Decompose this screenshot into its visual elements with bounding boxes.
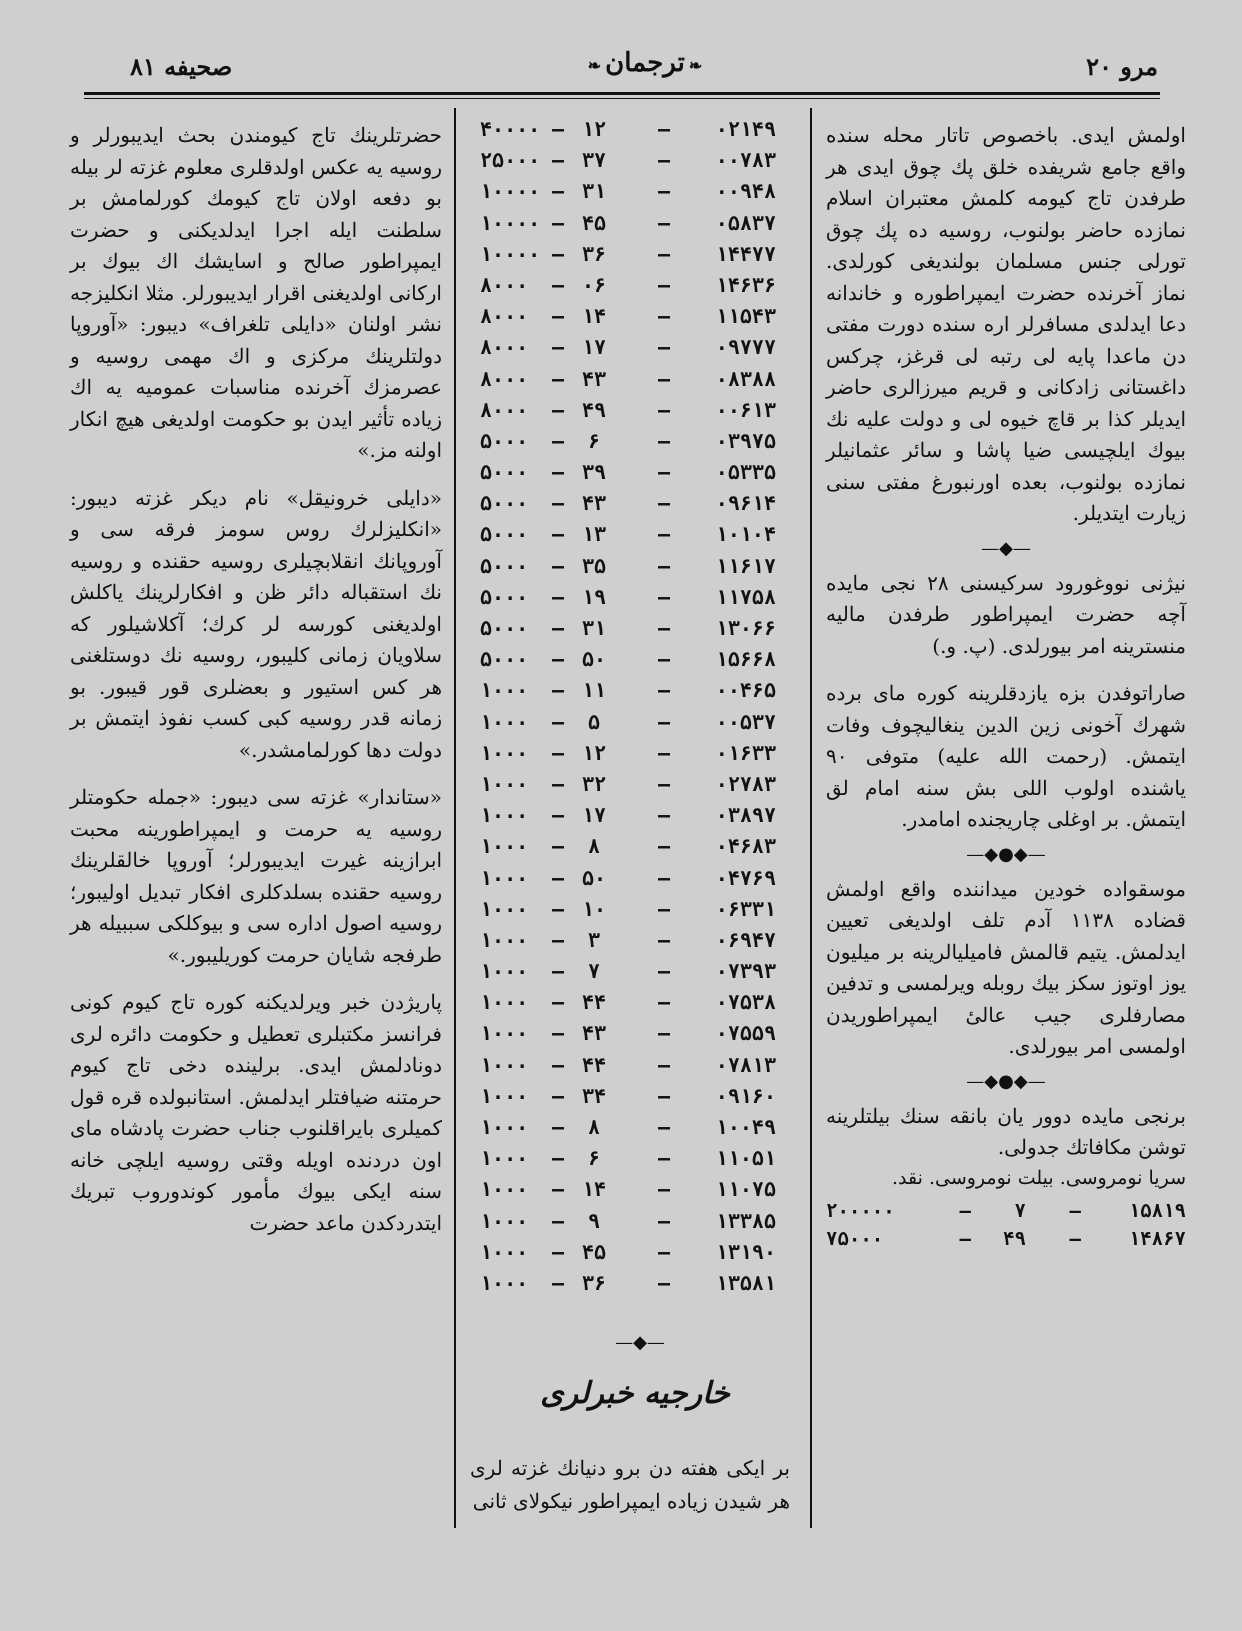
table-row: [470, 1240, 800, 1271]
dash: —: [551, 678, 564, 703]
dash: —: [551, 1083, 564, 1108]
dash: —: [959, 1199, 971, 1222]
table-row: [470, 367, 800, 398]
dash: —: [657, 335, 670, 360]
table-row: [470, 522, 800, 553]
dash: —: [551, 460, 564, 485]
series-number: ۱۹: [581, 584, 607, 609]
series-number: ۱۷: [581, 803, 607, 828]
table-row: [470, 741, 800, 772]
series-number: ۳۷: [581, 148, 607, 173]
ticket-number: ۰۷۸۱۳: [715, 1052, 776, 1077]
ticket-number: ۱۳۱۹۰: [715, 1239, 776, 1264]
dash: —: [657, 959, 670, 984]
section-separator: —◆●◆—: [966, 843, 1046, 865]
table-row: [470, 585, 800, 616]
ticket-number: ۰۳۹۷۵: [715, 428, 776, 453]
ticket-number: ۱۳۳۸۵: [715, 1208, 776, 1233]
dash: —: [551, 335, 564, 360]
series-number: ۷: [587, 959, 601, 984]
table-row: [470, 148, 800, 179]
prize-amount: ۸۰۰۰: [480, 397, 529, 422]
dash: —: [657, 428, 670, 453]
dash: —: [959, 1227, 971, 1250]
table-row: [470, 460, 800, 491]
series-number: ۳۶: [581, 241, 607, 266]
dash: —: [657, 834, 670, 859]
dash: —: [551, 1208, 564, 1233]
header-title: ترجمان: [605, 48, 685, 78]
table-row: [470, 429, 800, 460]
dash: —: [657, 241, 670, 266]
prize-amount: ۵۰۰۰: [480, 522, 529, 547]
series-number: ۶: [587, 1146, 601, 1171]
spacer: [70, 766, 442, 782]
series-number: ۸: [587, 834, 601, 859]
spacer: [70, 971, 442, 987]
ticket-number: ۰۰۵۳۷: [715, 709, 776, 734]
table-row: [826, 1196, 1186, 1224]
series-number: ۷: [1014, 1199, 1026, 1222]
series-number: ۳۲: [581, 771, 607, 796]
dash: —: [657, 1177, 670, 1202]
prize-amount: ۱۰۰۰: [480, 1052, 529, 1077]
prize-amount: ۱۰۰۰: [480, 927, 529, 952]
prize-amount: ۵۰۰۰: [480, 647, 529, 672]
prize-amount: ۸۰۰۰: [480, 272, 529, 297]
ticket-number: ۰۹۷۷۷: [715, 335, 776, 360]
series-number: ۰۶: [581, 272, 607, 297]
series-number: ۴۴: [581, 1052, 607, 1077]
prize-amount: ۱۰۰۰: [480, 1177, 529, 1202]
series-number: ۶: [587, 428, 601, 453]
ticket-number: ۱۱۶۱۷: [715, 553, 776, 578]
table-row: [470, 990, 800, 1021]
series-number: ۱۴: [581, 1177, 607, 1202]
table-row: [470, 897, 800, 928]
dash: —: [657, 366, 670, 391]
ticket-number: ۰۲۷۸۳: [715, 771, 776, 796]
ticket-number: ۰۴۷۶۹: [715, 865, 776, 890]
article-paragraph: بر ایکی هفته دن برو دنیانك غزته لری هر شیدن زیاده ایمپراطور نیکولای ثانی: [470, 1456, 790, 1513]
prize-amount: ۱۰۰۰: [480, 803, 529, 828]
dash: —: [551, 1115, 564, 1139]
article-paragraph: موسقواده خودین میداننده واقع اولمش قضاده ۱۱۳۸ آدم تلف اولدیغی تعیین ایدلمش. یتیم قالمش فامیلیالرینه بر میلیون یوز اوتوز سکز بیك روبله ویرلمسی و تدفین مصارفلری جیب عالیٔ ایمپراطوریدن اولمسی امر بیورلدی.: [826, 876, 1186, 1058]
dash: —: [551, 210, 564, 235]
dash: —: [551, 709, 564, 734]
series-number: ۳۱: [581, 616, 607, 640]
table-row: [470, 1209, 800, 1240]
prize-amount: ۵۰۰۰: [480, 553, 529, 578]
prize-amount: ۵۰۰۰: [480, 616, 529, 640]
series-number: ۴۳: [581, 366, 607, 391]
series-number: ۳۴: [581, 1083, 607, 1108]
prize-amount: ۸۰۰۰: [480, 335, 529, 360]
header-masthead: [570, 48, 720, 78]
series-number: ۳۶: [581, 1270, 607, 1295]
article-paragraph: حضرتلرینك تاج کیومندن بحث ایدیبورلر و روسیه یه عکس اولدقلری معلوم غزته لر بیله بو دفعه اولان تاج کیومك کورلمامش بر سلطنت ایله اجرا ایدلدیکنی و حضرت ایمپراطور صالح و اسایشك اك بیوك بر ارکانی اولدیغنی اقرار ایدیبورلر. مثلا انکلیزجه نشر اولنان «دایلی تلغراف» دیبور: «آوروپا دولتلرینك مرکزی و اك مهمی روسیه و عصرمزك آخرنده مناسبات عمومیه یه اك زیاده تأثیر ایدن بو حکومت اولدیغی هیچ انکار اولنه مز.»: [70, 123, 442, 462]
series-number: ۹: [587, 1208, 601, 1233]
prize-amount: ۸۰۰۰: [480, 304, 529, 329]
dash: —: [551, 1052, 564, 1077]
table-row: [470, 242, 800, 273]
ticket-number: ۱۰۰۴۹: [715, 1115, 776, 1139]
table-row: [470, 834, 800, 865]
table-row: [470, 273, 800, 304]
table-row: [470, 1115, 800, 1146]
dash: —: [1069, 1227, 1081, 1250]
ticket-number: ۰۹۱۶۰: [715, 1083, 776, 1108]
ticket-number: ۰۵۳۳۵: [715, 460, 776, 485]
dash: —: [657, 148, 670, 173]
header-rule: [84, 92, 1160, 95]
dash: —: [657, 179, 670, 204]
table-row: [470, 1053, 800, 1084]
prize-amount: ۱۰۰۰: [480, 1083, 529, 1108]
table-row: [470, 616, 800, 647]
series-number: ۴۹: [581, 397, 607, 422]
spacer: [70, 467, 442, 483]
table-row: [470, 772, 800, 803]
ticket-number: ۰۰۶۱۳: [715, 397, 776, 422]
dash: —: [657, 740, 670, 765]
ticket-number: ۱۱۵۴۳: [715, 304, 776, 329]
dash: —: [657, 584, 670, 609]
table-row: [470, 335, 800, 366]
section-separator: —◆—: [981, 537, 1031, 559]
table-row: [470, 211, 800, 242]
article-paragraph: نیژنی نووغورود سرکیسنی ۲۸ نجی مایده آچه حضرت ایمپراطور طرفدن مالیه منسترینه امر بیورلدی. (پ. و.): [826, 570, 1186, 658]
dash: —: [657, 210, 670, 235]
prize-amount: ۱۰۰۰: [480, 1021, 529, 1046]
ticket-number: ۰۳۸۹۷: [715, 803, 776, 828]
table-row: [470, 179, 800, 210]
table-row: [826, 1224, 1186, 1252]
dash: —: [551, 428, 564, 453]
table-row: [470, 803, 800, 834]
series-number: ۴۳: [581, 1021, 607, 1046]
article-paragraph: صاراتوفدن بزه یازدقلرینه کوره مای برده شهرك آخونی زین الدین ینغالیچوف وفات ایتمش. (رحمت الله علیه) متوفی ۹۰ یاشنده اولوب اللی بش سنه امام لق ایتمش. بر اوغلی چاریجنده امامدر.: [826, 681, 1186, 831]
prize-amount: ۱۰۰۰: [480, 1146, 529, 1171]
ticket-number: ۰۶۳۳۱: [715, 896, 776, 921]
dash: —: [657, 896, 670, 921]
ticket-number: ۱۱۷۵۸: [715, 584, 776, 609]
dash: —: [551, 990, 564, 1015]
table-row: [470, 117, 800, 148]
table-row: [470, 959, 800, 990]
ticket-number: ۰۲۱۴۹: [715, 117, 776, 141]
dash: —: [657, 1083, 670, 1108]
dash: —: [551, 647, 564, 672]
ticket-number: ۰۷۵۵۹: [715, 1021, 776, 1046]
series-number: ۴۴: [581, 990, 607, 1015]
series-number: ۵: [587, 709, 601, 734]
dash: —: [1069, 1199, 1081, 1222]
table-row: [470, 1146, 800, 1177]
dash: —: [551, 553, 564, 578]
dash: —: [551, 1270, 564, 1295]
series-number: ۳۹: [581, 460, 607, 485]
table-row: [470, 866, 800, 897]
spacer: [826, 662, 1186, 678]
table-row: [470, 554, 800, 585]
prize-amount: ۱۰۰۰: [480, 1270, 529, 1295]
dash: —: [657, 522, 670, 547]
ticket-number: ۱۵۸۱۹: [1128, 1199, 1186, 1222]
ornament-icon: ❧: [688, 56, 703, 75]
dash: —: [551, 803, 564, 828]
section-title: خارجیه خبرلری: [540, 1376, 730, 1411]
prize-amount: ۲۵۰۰۰: [480, 148, 541, 173]
dash: —: [551, 771, 564, 796]
table-row: [470, 398, 800, 429]
article-paragraph: «ستاندار» غزته سی دیبور: «جمله حکومتلر روسیه یه حرمت و ایمپراطورینه محبت ابرازینه غیرت ایدیبورلر؛ آوروپا خالقلرینك روسیه حقنده بسلدکلری افکار تبدیل اولیبور؛ روسیه اصول اداره سی و بیوکلکی سببیله هر طرفجه شایان حرمت کوریلیبور.»: [70, 785, 442, 967]
series-number: ۱۰: [581, 896, 607, 921]
series-number: ۵۰: [581, 647, 607, 672]
table-row: [470, 1271, 800, 1302]
ticket-number: ۱۳۰۶۶: [715, 616, 776, 640]
dash: —: [551, 366, 564, 391]
dash: —: [657, 553, 670, 578]
ticket-number: ۰۷۵۳۸: [715, 990, 776, 1015]
prize-amount: ۱۰۰۰: [480, 834, 529, 859]
dash: —: [657, 1052, 670, 1077]
table-row: [470, 710, 800, 741]
prize-amount: ۸۰۰۰: [480, 366, 529, 391]
series-number: ۸: [587, 1115, 601, 1139]
ticket-number: ۰۸۳۸۸: [715, 366, 776, 391]
prize-amount: ۵۰۰۰: [480, 491, 529, 516]
article-paragraph: «دایلی خرونیقل» نام دیکر غزته دیبور: «انکلیزلرك روس سومز فرقه سی و آوروپانك انقلابچیلری روسیه حقنده و روسیه نك استقباله دائر ظن و افکارلرینك یاکلش اولدیغنی کورسه لر کرك؛ آکلاشیلور که سلاویان زمانی کلیبور، روسیه نك دوستلغنی هر کس استیور و بعضلری قور قیبور. بو زمانه قدر روسیه کبی کسب نفوذ ایتمش بر دولت دها کورلمامشدر.»: [70, 485, 442, 762]
dash: —: [551, 522, 564, 547]
dash: —: [657, 927, 670, 952]
dash: —: [551, 241, 564, 266]
ticket-number: ۱۵۶۶۸: [715, 647, 776, 672]
ticket-number: ۱۴۸۶۷: [1128, 1227, 1186, 1250]
ticket-number: ۰۷۳۹۳: [715, 959, 776, 984]
dash: —: [657, 1146, 670, 1171]
prize-amount: ۱۰۰۰: [480, 865, 529, 890]
series-number: ۱۲: [581, 740, 607, 765]
table-row: [470, 304, 800, 335]
series-number: ۳۱: [581, 179, 607, 204]
series-number: ۵۰: [581, 865, 607, 890]
ticket-number: ۰۴۶۸۳: [715, 834, 776, 859]
dash: —: [657, 304, 670, 329]
series-number: ۴۵: [581, 210, 607, 235]
dash: —: [657, 397, 670, 422]
dash: —: [551, 491, 564, 516]
ticket-number: ۱۴۴۷۷: [715, 241, 776, 266]
ticket-number: ۱۰۱۰۴: [715, 522, 776, 547]
series-number: ۱۱: [581, 678, 607, 703]
series-number: ۴۹: [1003, 1227, 1026, 1250]
series-number: ۴۳: [581, 491, 607, 516]
dash: —: [657, 1270, 670, 1295]
dash: —: [657, 678, 670, 703]
dash: —: [657, 272, 670, 297]
ornament-icon: ❧: [587, 56, 602, 75]
prize-amount: ۱۰۰۰: [480, 1115, 529, 1139]
dash: —: [551, 584, 564, 609]
prize-amount: ۵۰۰۰: [480, 428, 529, 453]
dash: —: [657, 803, 670, 828]
dash: —: [657, 1208, 670, 1233]
ticket-number: ۱۱۰۷۵: [715, 1177, 776, 1202]
ticket-number: ۰۰۷۸۳: [715, 148, 776, 173]
dash: —: [551, 148, 564, 173]
header-page-number: صحیفه ۸۱: [130, 52, 233, 81]
prize-amount: ۱۰۰۰: [480, 1208, 529, 1233]
ticket-number: ۰۰۹۴۸: [715, 179, 776, 204]
prize-amount: ۱۰۰۰: [480, 1239, 529, 1264]
series-number: ۱۲: [581, 117, 607, 141]
section-separator: —◆—: [615, 1332, 665, 1353]
dash: —: [657, 990, 670, 1015]
dash: —: [551, 927, 564, 952]
header-rule-thin: [84, 98, 1160, 99]
prize-amount: ۲۰۰۰۰۰: [826, 1199, 895, 1222]
table-row: [470, 1021, 800, 1052]
column-divider-left: [454, 108, 456, 1528]
prize-amount: ۱۰۰۰۰: [480, 179, 541, 204]
ticket-number: ۰۶۹۴۷: [715, 927, 776, 952]
dash: —: [551, 1146, 564, 1171]
dash: —: [551, 117, 564, 141]
article-paragraph: برنجی مایده دوور یان بانقه سنك بیلتلرینه توشن مکافاتك جدولی.: [826, 1103, 1186, 1159]
prize-amount: ۱۰۰۰: [480, 709, 529, 734]
dash: —: [657, 709, 670, 734]
ticket-number: ۱۱۰۵۱: [715, 1146, 776, 1171]
dash: —: [657, 1115, 670, 1139]
dash: —: [657, 117, 670, 141]
prize-amount: ۱۰۰۰: [480, 896, 529, 921]
series-number: ۳۵: [581, 553, 607, 578]
prize-amount: ۵۰۰۰: [480, 584, 529, 609]
series-number: ۱۴: [581, 304, 607, 329]
header-issue-number: مرو ۲۰: [1086, 52, 1158, 81]
prize-table-header: سریا نومروسی. بیلت نومروسی. نقد.: [892, 1166, 1186, 1189]
right-column: [826, 120, 1186, 1252]
dash: —: [551, 1021, 564, 1046]
dash: —: [551, 959, 564, 984]
prize-amount: ۱۰۰۰۰: [480, 241, 541, 266]
dash: —: [551, 1239, 564, 1264]
dash: —: [551, 397, 564, 422]
dash: —: [657, 491, 670, 516]
dash: —: [551, 304, 564, 329]
prize-amount: ۱۰۰۰: [480, 990, 529, 1015]
dash: —: [657, 647, 670, 672]
ticket-number: ۰۱۶۳۳: [715, 740, 776, 765]
prize-amount: ۷۵۰۰۰: [826, 1227, 884, 1250]
column-divider-right: [810, 108, 812, 1528]
table-row: [470, 1084, 800, 1115]
dash: —: [551, 179, 564, 204]
table-row: [470, 1177, 800, 1208]
dash: —: [551, 616, 564, 640]
dash: —: [657, 1021, 670, 1046]
table-row: [470, 678, 800, 709]
article-paragraph: اولمش ایدی. باخصوص تاتار محله سنده واقع جامع شریفده خلق پك چوق ایدی هر طرفدن تاج کیومه کلمش معتبران اسلام نمازده حاضر بولنوب، روسیه ده پك چوق تورلی جنس مسلمان بولندیغی کورلدی. نماز آخرنده حضرت ایمپراطوره و خاندانه دعا ایدلدی مسافرلر اره سنده دورت مفتی دن ماعدا پایه لی رتبه لی قرغز، چرکس داغستانی زادکانی و قریم میرزالری حاضر ایدیلر کذا بر قاچ خیوه لی و دولت علیه نك بیوك ایلچیسی ضیا پاشا و سائر عثمانیلر نمازده بولنوب، بعده اورنبورغ مفتی سنی زیارت ایتدیلر.: [826, 123, 1186, 525]
series-number: ۱۷: [581, 335, 607, 360]
prize-amount: ۱۰۰۰۰: [480, 210, 541, 235]
prize-amount: ۵۰۰۰: [480, 460, 529, 485]
prize-table-small: [826, 1196, 1186, 1252]
table-row: [470, 647, 800, 678]
prize-amount: ۱۰۰۰: [480, 771, 529, 796]
dash: —: [551, 1177, 564, 1202]
prize-amount: ۴۰۰۰۰: [480, 117, 541, 141]
left-column: [70, 120, 442, 1239]
prize-amount: ۱۰۰۰: [480, 959, 529, 984]
ticket-number: ۰۵۸۳۷: [715, 210, 776, 235]
dash: —: [657, 865, 670, 890]
article-paragraph: پاریژدن خبر ویرلدیکنه کوره تاج کیوم کونی فرانسز مکتبلری تعطیل و حکومت دائره لری دونادلمش ایدی. برلینده دخی تاج کیوم حرمتنه ضیافتلر ایدلمش. استانبولده قره قول کمیلری بایراقلنوب جناب حضرت پادشاه مای اون دردنده اویله وقتی روسیه ایلچی خانه سنه ایکی بیوك مأمور کوندوروب تبریك ایتدردکدن ماعد حضرت: [70, 990, 442, 1235]
lottery-table: [470, 117, 800, 1302]
dash: —: [551, 865, 564, 890]
dash: —: [551, 896, 564, 921]
section-separator: —◆●◆—: [966, 1070, 1046, 1092]
series-number: ۴۵: [581, 1239, 607, 1264]
dash: —: [551, 272, 564, 297]
ticket-number: ۱۳۵۸۱: [715, 1270, 776, 1295]
series-number: ۱۳: [581, 522, 607, 547]
series-number: ۳: [587, 927, 601, 952]
table-row: [470, 928, 800, 959]
table-row: [470, 491, 800, 522]
prize-amount: ۱۰۰۰: [480, 740, 529, 765]
dash: —: [657, 460, 670, 485]
ticket-number: ۱۴۶۳۶: [715, 272, 776, 297]
dash: —: [551, 740, 564, 765]
dash: —: [657, 771, 670, 796]
ticket-number: ۰۹۶۱۴: [715, 491, 776, 516]
ticket-number: ۰۰۴۶۵: [715, 678, 776, 703]
prize-amount: ۱۰۰۰: [480, 678, 529, 703]
dash: —: [551, 834, 564, 859]
dash: —: [657, 1239, 670, 1264]
dash: —: [657, 616, 670, 640]
